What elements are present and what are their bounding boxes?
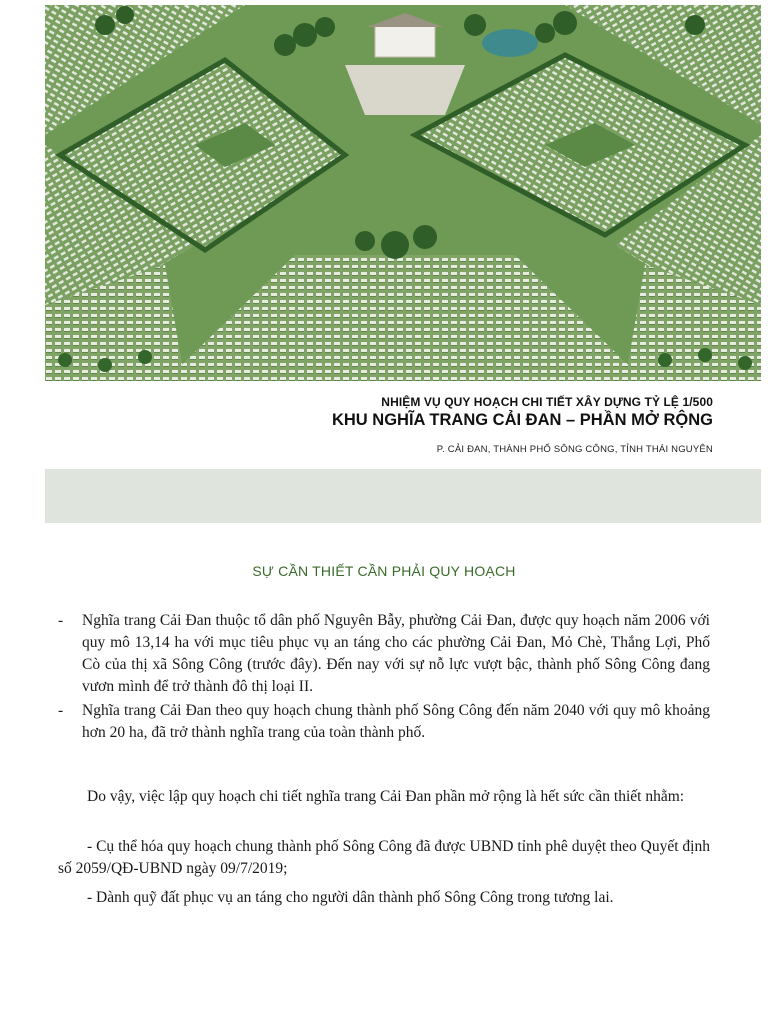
- bullet-item: [58, 700, 710, 744]
- bullet-list: [58, 610, 710, 746]
- document-title: KHU NGHĨA TRANG CẢI ĐAN – PHẦN MỞ RỘNG: [331, 411, 713, 429]
- intro-paragraph: Do vậy, việc lập quy hoạch chi tiết nghĩa trang Cải Đan phần mở rộng là hết sức cần thiết nhằm:: [87, 788, 685, 805]
- document-location: P. CẢI ĐAN, THÀNH PHỐ SÔNG CÔNG, TỈNH THÁI NGUYÊN: [436, 444, 713, 455]
- bullet-marker: -: [58, 612, 64, 629]
- cover-image: [45, 5, 761, 381]
- bullet-text: Nghĩa trang Cải Đan thuộc tổ dân phố Nguyên Bẫy, phường Cải Đan, được quy hoạch năm 2006 với quy mô 13,14 ha với mục tiêu phục vụ an táng cho các phường Cải Đan, Mỏ Chè, Thắng Lợi, Phố Cò của thị xã Sông Công (trước đây). Đến nay với sự nỗ lực vượt bậc, thành phố Sông Công đang vươn mình để trở thành đô thị loại II.: [82, 612, 710, 695]
- document-subtitle: NHIỆM VỤ QUY HOẠCH CHI TIẾT XÂY DỰNG TỶ LỆ 1/500: [381, 395, 713, 409]
- purpose-item: - Cụ thể hóa quy hoạch chung thành phố Sông Công đã được UBND tỉnh phê duyệt theo Quyết định số 2059/QĐ-UBND ngày 09/7/2019;: [58, 838, 710, 877]
- purpose-item: - Dành quỹ đất phục vụ an táng cho người dân thành phố Sông Công trong tương lai.: [87, 889, 614, 906]
- bullet-marker: -: [58, 702, 64, 719]
- section-heading: SỰ CẦN THIẾT CẦN PHẢI QUY HOẠCH: [252, 563, 516, 579]
- gray-banner: [45, 469, 761, 523]
- bullet-item: [58, 610, 710, 698]
- bullet-text: Nghĩa trang Cải Đan theo quy hoạch chung thành phố Sông Công đến năm 2040 với quy mô khoảng hơn 20 ha, đã trở thành nghĩa trang của toàn thành phố.: [82, 702, 710, 741]
- cemetery-aerial-render: [45, 5, 761, 381]
